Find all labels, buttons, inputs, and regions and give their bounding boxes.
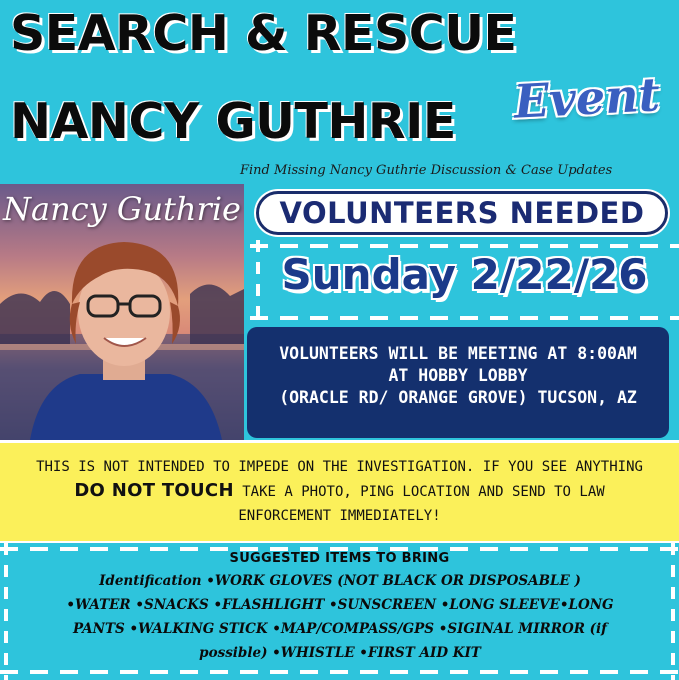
volunteers-needed-banner bbox=[256, 191, 668, 235]
dashed-border-bottom bbox=[250, 316, 679, 320]
warning-line-2-rest: TAKE A PHOTO, PING LOCATION AND SEND TO LAW bbox=[242, 484, 605, 500]
date-box bbox=[250, 240, 679, 324]
event-date: Sunday 2/22/26 bbox=[281, 250, 648, 299]
photo-name-script: Nancy Guthrie bbox=[3, 190, 241, 228]
meeting-line: AT HOBBY LOBBY bbox=[388, 366, 528, 385]
suggested-items-box bbox=[0, 543, 679, 680]
meeting-line: (ORACLE RD/ ORANGE GROVE) TUCSON, AZ bbox=[279, 388, 637, 407]
items-line: •WATER •SNACKS •FLASHLIGHT •SUNSCREEN •LONG SLEEVE•LONG bbox=[66, 597, 614, 613]
volunteers-needed-text: VOLUNTEERS NEEDED bbox=[279, 196, 645, 230]
dashed-border-top bbox=[250, 244, 679, 248]
subtitle: Find Missing Nancy Guthrie Discussion & Case Updates bbox=[240, 163, 613, 178]
warning-banner bbox=[0, 440, 679, 544]
dashed-border-bottom bbox=[0, 670, 679, 674]
portrait-photo bbox=[0, 184, 244, 440]
warning-line-2 bbox=[0, 479, 679, 504]
warning-line-1: THIS IS NOT INTENDED TO IMPEDE ON THE INVESTIGATION. IF YOU SEE ANYTHING bbox=[36, 459, 643, 475]
title-search-rescue: SEARCH & RESCUE bbox=[10, 5, 517, 62]
warning-line-3: ENFORCEMENT IMMEDIATELY! bbox=[238, 508, 441, 524]
items-list bbox=[22, 569, 658, 665]
title-name: NANCY GUTHRIE bbox=[10, 93, 456, 150]
items-title: SUGGESTED ITEMS TO BRING bbox=[229, 551, 450, 566]
items-line: possible) •WHISTLE •FIRST AID KIT bbox=[199, 645, 481, 661]
items-line: Identification •WORK GLOVES (NOT BLACK OR DISPOSABLE ) bbox=[99, 573, 581, 589]
meeting-line: VOLUNTEERS WILL BE MEETING AT 8:00AM bbox=[279, 344, 637, 363]
items-line: PANTS •WALKING STICK •MAP/COMPASS/GPS •SIGINAL MIRROR (if bbox=[72, 621, 607, 637]
do-not-touch-text: DO NOT TOUCH bbox=[74, 480, 234, 501]
meeting-info-box bbox=[247, 327, 669, 438]
event-script-word: Event bbox=[512, 67, 662, 129]
